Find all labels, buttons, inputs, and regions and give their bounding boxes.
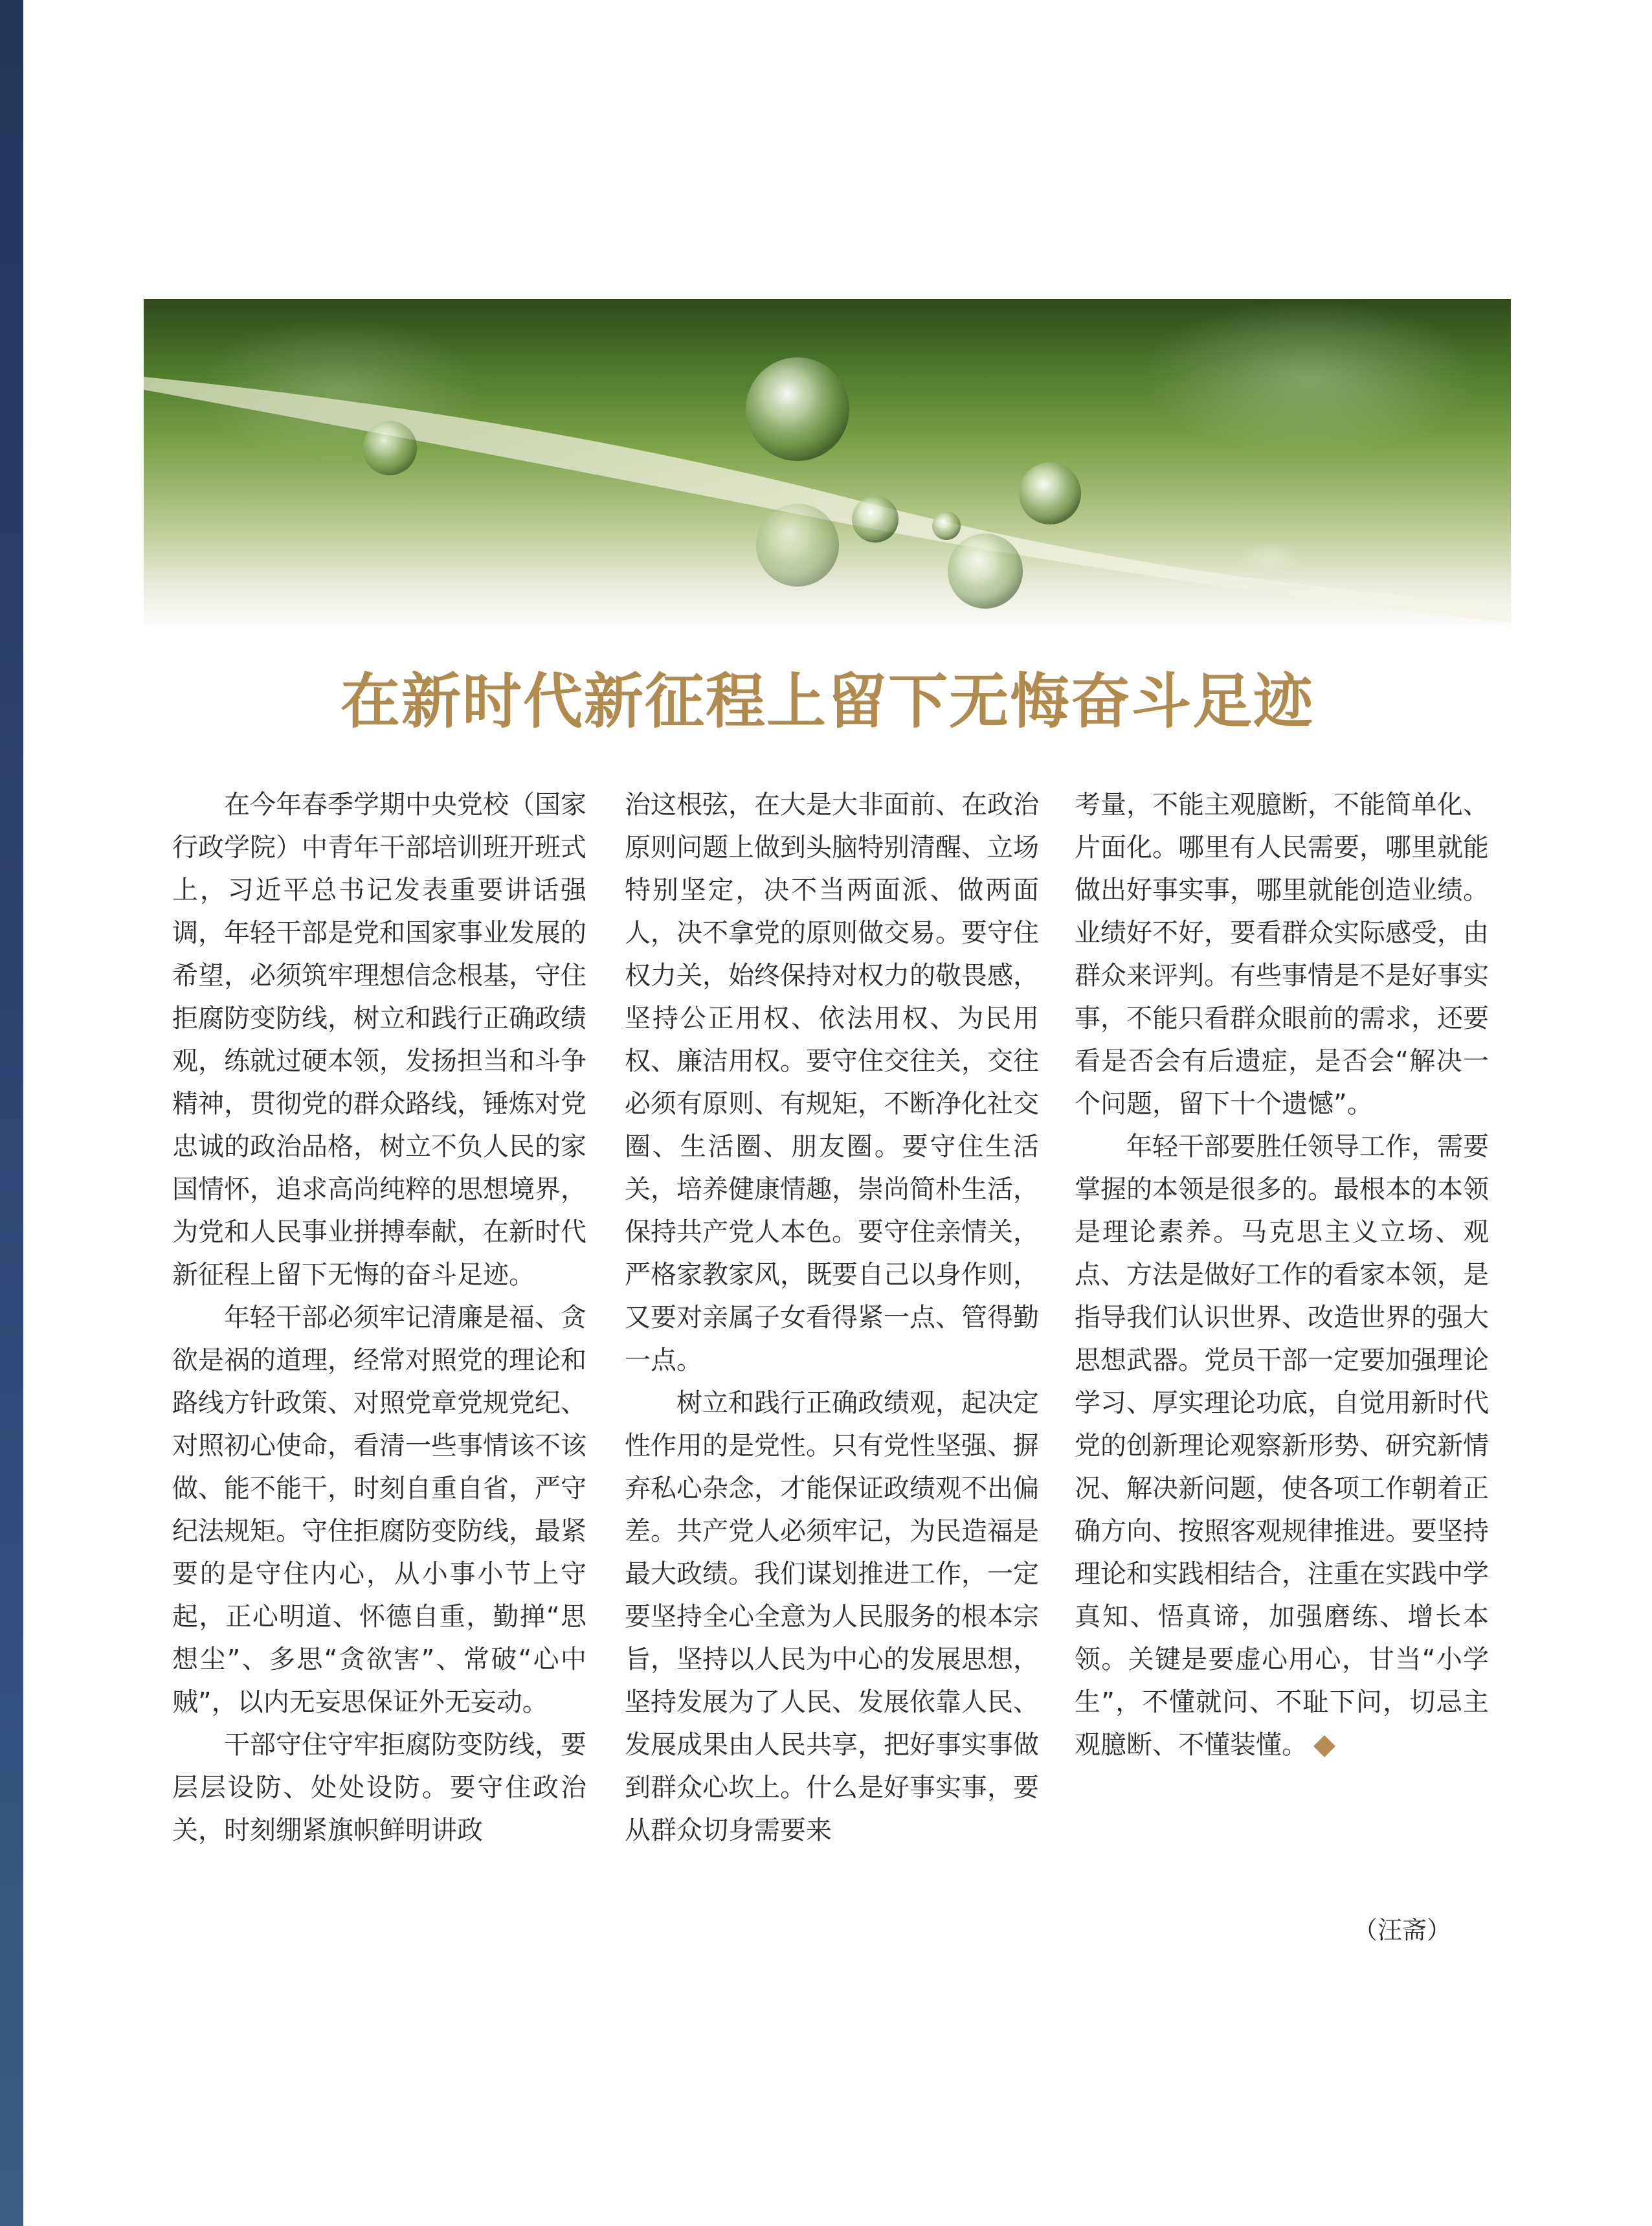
- article-column-2: [625, 783, 1039, 1852]
- paragraph: 考量，不能主观臆断，不能简单化、片面化。哪里有人民需要，哪里就能做出好事实事，哪里就能创造业绩。业绩好不好，要看群众实际感受，由群众来评判。有些事情是不是好事实事，不能只看群众眼前的需求，还要看是否会有后遗症，是否会“解决一个问题，留下十个遗憾”。: [1075, 790, 1489, 1119]
- paragraph-text: 年轻干部要胜任领导工作，需要掌握的本领是很多的。最根本的本领是理论素养。马克思主义立场、观点、方法是做好工作的看家本领，是指导我们认识世界、改造世界的强大思想武器。党员干部一定要加强理论学习、厚实理论功底，自觉用新时代党的创新理论观察新形势、研究新情况、解决新问题，使各项工作朝着正确方向、按照客观规律推进。要坚持理论和实践相结合，注重在实践中学真知、悟真谛，加强磨练、增长本领。关键是要虚心用心，甘当“小学生”，不懂就问、不耻下问，切忌主观臆断、不懂装懂。: [1075, 1132, 1489, 1760]
- page-spine-bar: [0, 0, 23, 2226]
- header-photo-water-drops: [144, 299, 1511, 629]
- article-column-3: [1075, 783, 1489, 1766]
- paragraph: 在今年春季学期中央党校（国家行政学院）中青年干部培训班开班式上，习近平总书记发表重要讲话强调，年轻干部是党和国家事业发展的希望，必须筑牢理想信念根基，守住拒腐防变防线，树立和践行正确政绩观，练就过硬本领，发扬担当和斗争精神，贯彻党的群众路线，锤炼对党忠诚的政治品格，树立不负人民的家国情怀，追求高尚纯粹的思想境界，为党和人民事业拼搏奉献，在新时代新征程上留下无悔的奋斗足迹。: [172, 790, 586, 1290]
- paragraph-last: [1075, 1125, 1489, 1766]
- diamond-icon: [1313, 1735, 1335, 1757]
- author-byline: （汪斋）: [1353, 1916, 1452, 1944]
- article-column-1: [172, 783, 586, 1852]
- paragraph: 年轻干部必须牢记清廉是福、贪欲是祸的道理，经常对照党的理论和路线方针政策、对照党章党规党纪、对照初心使命，看清一些事情该不该做、能不能干，时刻自重自省，严守纪法规矩。守住拒腐防变防线，最紧要的是守住内心，从小事小节上守起，正心明道、怀德自重，勤掸“思想尘”、多思“贪欲害”、常破“心中贼”，以内无妄思保证外无妄动。: [172, 1303, 586, 1717]
- paragraph: 干部守住守牢拒腐防变防线，要层层设防、处处设防。要守住政治关，时刻绷紧旗帜鲜明讲政: [172, 1730, 586, 1845]
- paragraph: 树立和践行正确政绩观，起决定性作用的是党性。只有党性坚强、摒弃私心杂念，才能保证政绩观不出偏差。共产党人必须牢记，为民造福是最大政绩。我们谋划推进工作，一定要坚持全心全意为人民服务的根本宗旨，坚持以人民为中心的发展思想，坚持发展为了人民、发展依靠人民、发展成果由人民共享，把好事实事做到群众心坎上。什么是好事实事，要从群众切身需要来: [625, 1388, 1039, 1845]
- paragraph: 治这根弦，在大是大非面前、在政治原则问题上做到头脑特别清醒、立场特别坚定，决不当两面派、做两面人，决不拿党的原则做交易。要守住权力关，始终保持对权力的敬畏感，坚持公正用权、依法用权、为民用权、廉洁用权。要守住交往关，交往必须有原则、有规矩，不断净化社交圈、生活圈、朋友圈。要守住生活关，培养健康情趣，崇尚简朴生活，保持共产党人本色。要守住亲情关，严格家教家风，既要自己以身作则，又要对亲属子女看得紧一点、管得勤一点。: [625, 790, 1039, 1375]
- article-title: 在新时代新征程上留下无悔奋斗足迹: [340, 667, 1314, 736]
